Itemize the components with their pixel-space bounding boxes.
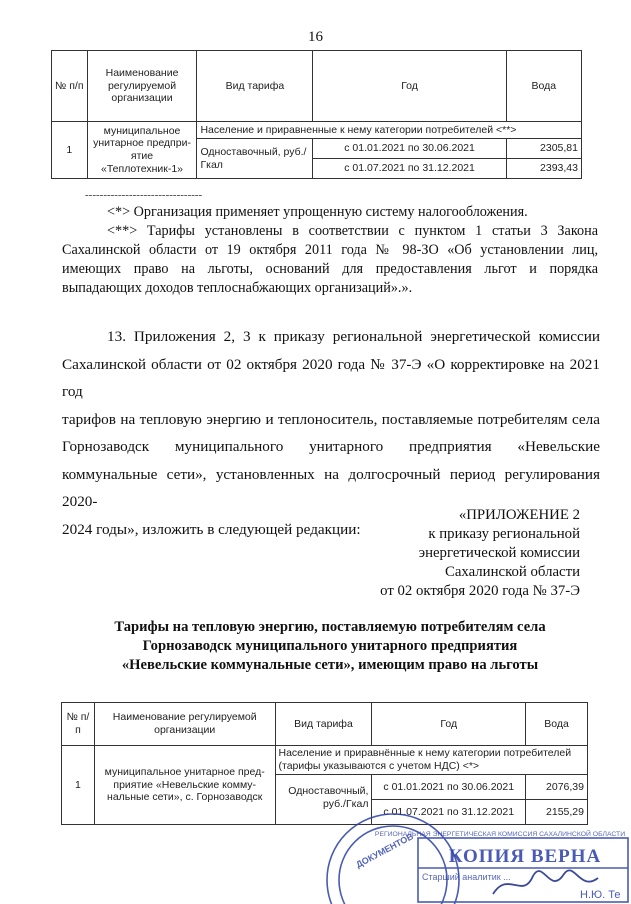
header-water: Вода [526,703,588,746]
tariff-table-1 [51,50,582,179]
item-13-line: тарифов на тепловую энергию и теплоноситель, поставляемые потребителям села [62,410,600,428]
stamp-ring-text: ДОКУМЕНТОВ [354,831,416,870]
header-tariff: Вид тарифа [197,51,313,122]
value-1: 2076,39 [526,775,588,800]
appendix-line: энергетической комиссии [418,545,580,561]
page-number: 16 [308,29,323,45]
value-2: 2393,43 [506,159,581,179]
period-1: с 01.01.2021 по 30.06.2021 [313,139,506,159]
header-year: Год [372,703,526,746]
item-13-line: Горнозаводск муниципального унитарного предприятия «Невельские [62,438,600,455]
item-13-line: коммунальные сети», установленных на долгосрочный период регулирования 2020- [62,465,600,510]
appendix-line: Сахалинской области [444,564,580,580]
header-org: Наименование регулируемой организации [87,51,197,122]
appendix-line: к приказу региональной [428,526,580,542]
item-13-line: 13. Приложения 2, 3 к приказу региональной энергетической комиссии [107,328,600,345]
tariff-type: Одноставочный, руб./Гкал [275,775,372,825]
stamp-bottom-text: Старший аналитик ... [422,872,511,882]
period-2: с 01.07.2021 по 31.12.2021 [372,800,526,825]
stamp-graphic [318,788,631,904]
item-13-line: 2024 годы», изложить в следующей редакции: [62,520,361,538]
stamp-top-text: РЕГИОНАЛЬНАЯ ЭНЕРГЕТИЧЕСКАЯ КОМИССИЯ САХАЛИНСКОЙ ОБЛАСТИ [374,831,626,838]
stamp-main-text: КОПИЯ ВЕРНА [448,846,602,867]
footnote-separator: -------------------------------- [85,189,203,201]
consumer-category: Население и приравненные к нему категории потребителей <**> [197,122,582,139]
value-2: 2155,29 [526,800,588,825]
appendix-line: «ПРИЛОЖЕНИЕ 2 [458,507,580,523]
period-1: с 01.01.2021 по 30.06.2021 [372,775,526,800]
header-num: № п/п [62,703,95,746]
row-num: 1 [62,746,95,825]
tariff-type: Одноставочный, руб./Гкал [197,139,313,179]
header-water: Вода [506,51,581,122]
header-org: Наименование регулируемой организации [94,703,275,746]
consumer-category: Население и приравнённые к нему категории потребителей (тарифы указываются с учетом НДС) <*> [275,746,588,775]
title-line: Горнозаводск муниципального унитарного предприятия [142,638,518,654]
org-name: муниципальное унитарное предпри-ятие «Теплотехник-1» [87,122,197,179]
footnote-1: <*> Организация применяет упрощенную систему налогообложения. [107,204,528,220]
title-line: «Невельские коммунальные сети», имеющим право на льготы [121,657,539,673]
value-1: 2305,81 [506,139,581,159]
certification-stamp [318,788,631,904]
footnote-2: <**> Тарифы установлены в соответствии с пунктом 1 статьи 3 Закона Сахалинской области от 19 октября 2011 года № 98-ЗО «Об установлении лиц, имеющих право на льготы, оснований для предоставления льгот и порядка выпадающих доходов теплоснабжающих организаций».». [62,223,598,296]
section-title [0,618,631,675]
stamp-outer-ring [327,814,459,904]
row-num: 1 [52,122,88,179]
org-name: муниципальное унитарное пред-приятие «Невельские комму-нальные сети», с. Горнозаводск [94,746,275,825]
stamp-initials: Н.Ю. Те [580,889,621,901]
appendix-header [380,506,580,601]
header-year: Год [313,51,506,122]
header-tariff: Вид тарифа [275,703,372,746]
header-num: № п/п [52,51,88,122]
period-2: с 01.07.2021 по 31.12.2021 [313,159,506,179]
title-line: Тарифы на тепловую энергию, поставляемую потребителям села [114,619,546,635]
item-13-line: Сахалинской области от 02 октября 2020 года № 37-Э «О корректировке на 2021 год [62,355,600,400]
appendix-line: от 02 октября 2020 года № 37-Э [380,583,580,599]
